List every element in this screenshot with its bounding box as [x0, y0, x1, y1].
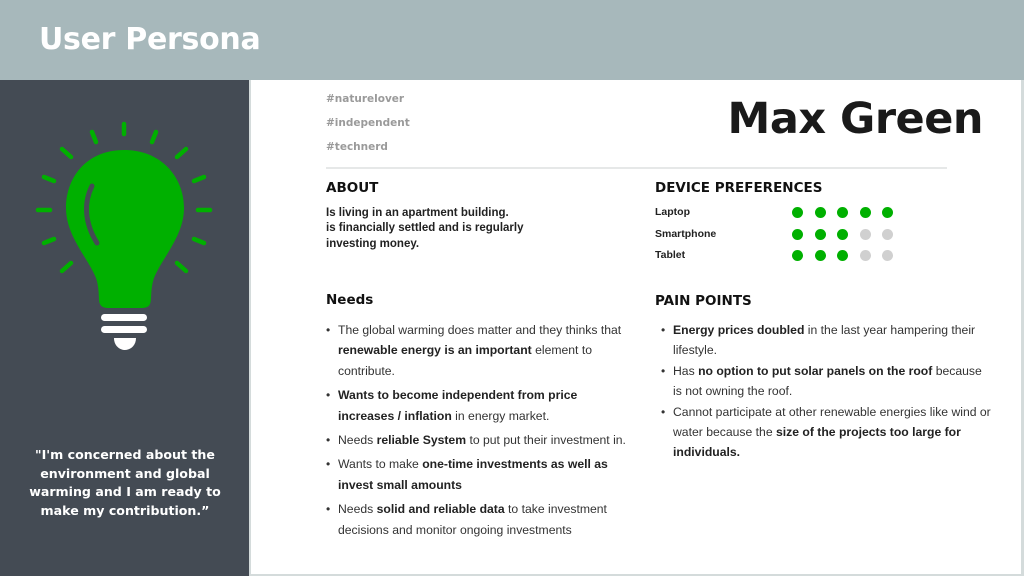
persona-name: Max Green	[727, 94, 983, 144]
rating-dot-filled-icon	[860, 207, 871, 218]
device-label: Laptop	[655, 206, 690, 218]
about-heading: ABOUT	[326, 180, 379, 196]
rating-dot-filled-icon	[792, 229, 803, 240]
pain-point-item: • Energy prices doubled in the last year hampering their lifestyle.	[661, 320, 991, 361]
tag: #naturelover	[326, 93, 405, 105]
rating-dot-empty-icon	[882, 229, 893, 240]
device-preferences	[655, 206, 915, 271]
device-label: Tablet	[655, 249, 686, 261]
about-line: Is living in an apartment building.	[326, 207, 509, 219]
rating-dots	[792, 207, 893, 218]
rating-dot-empty-icon	[882, 250, 893, 261]
tag: #independent	[326, 117, 410, 129]
pain-point-item: • Cannot participate at other renewable energies like wind or water because the size of the projects too large for individuals.	[661, 402, 991, 463]
header-bar	[0, 0, 1024, 80]
rating-dot-filled-icon	[792, 207, 803, 218]
pain-points-list	[661, 320, 991, 463]
device-preferences-heading: DEVICE PREFERENCES	[655, 180, 823, 196]
needs-item: • Needs reliable System to put put their investment in.	[326, 430, 636, 450]
rating-dot-empty-icon	[860, 250, 871, 261]
persona-card	[251, 80, 1021, 574]
needs-heading: Needs	[326, 292, 374, 308]
tag: #technerd	[326, 141, 388, 153]
about-line: is financially settled and is regularly	[326, 221, 524, 234]
rating-dot-filled-icon	[837, 250, 848, 261]
needs-item: • Needs solid and reliable data to take investment decisions and monitor ongoing investments	[326, 499, 636, 540]
about-text	[326, 206, 566, 252]
persona-quote: "I'm concerned about the environment and global warming and I am ready to make my contribution.”	[29, 447, 221, 518]
rating-dot-filled-icon	[815, 207, 826, 218]
rating-dots	[792, 250, 893, 261]
persona-tags	[326, 92, 410, 164]
pain-points-heading: PAIN POINTS	[655, 293, 752, 309]
rating-dot-filled-icon	[837, 229, 848, 240]
rating-dot-filled-icon	[837, 207, 848, 218]
rating-dot-empty-icon	[860, 229, 871, 240]
device-row-smartphone	[655, 228, 915, 250]
needs-item: • Wants to become independent from price increases / inflation in energy market.	[326, 385, 636, 426]
device-label: Smartphone	[655, 227, 717, 240]
needs-item: • The global warming does matter and they thinks that renewable energy is an important element to contribute.	[326, 320, 636, 381]
needs-item: • Wants to make one-time investments as well as invest small amounts	[326, 454, 636, 495]
rating-dot-filled-icon	[792, 250, 803, 261]
rating-dots	[792, 229, 893, 240]
pain-point-item: • Has no option to put solar panels on the roof because is not owning the roof.	[661, 361, 991, 402]
rating-dot-filled-icon	[882, 207, 893, 218]
page-title: User Persona	[39, 22, 261, 57]
rating-dot-filled-icon	[815, 229, 826, 240]
about-line: investing money.	[326, 238, 420, 250]
sidebar	[0, 80, 249, 576]
lightbulb-icon	[30, 118, 220, 358]
device-row-laptop	[655, 206, 915, 228]
device-row-tablet	[655, 249, 915, 271]
rating-dot-filled-icon	[815, 250, 826, 261]
divider	[326, 167, 947, 169]
needs-list	[326, 320, 636, 544]
